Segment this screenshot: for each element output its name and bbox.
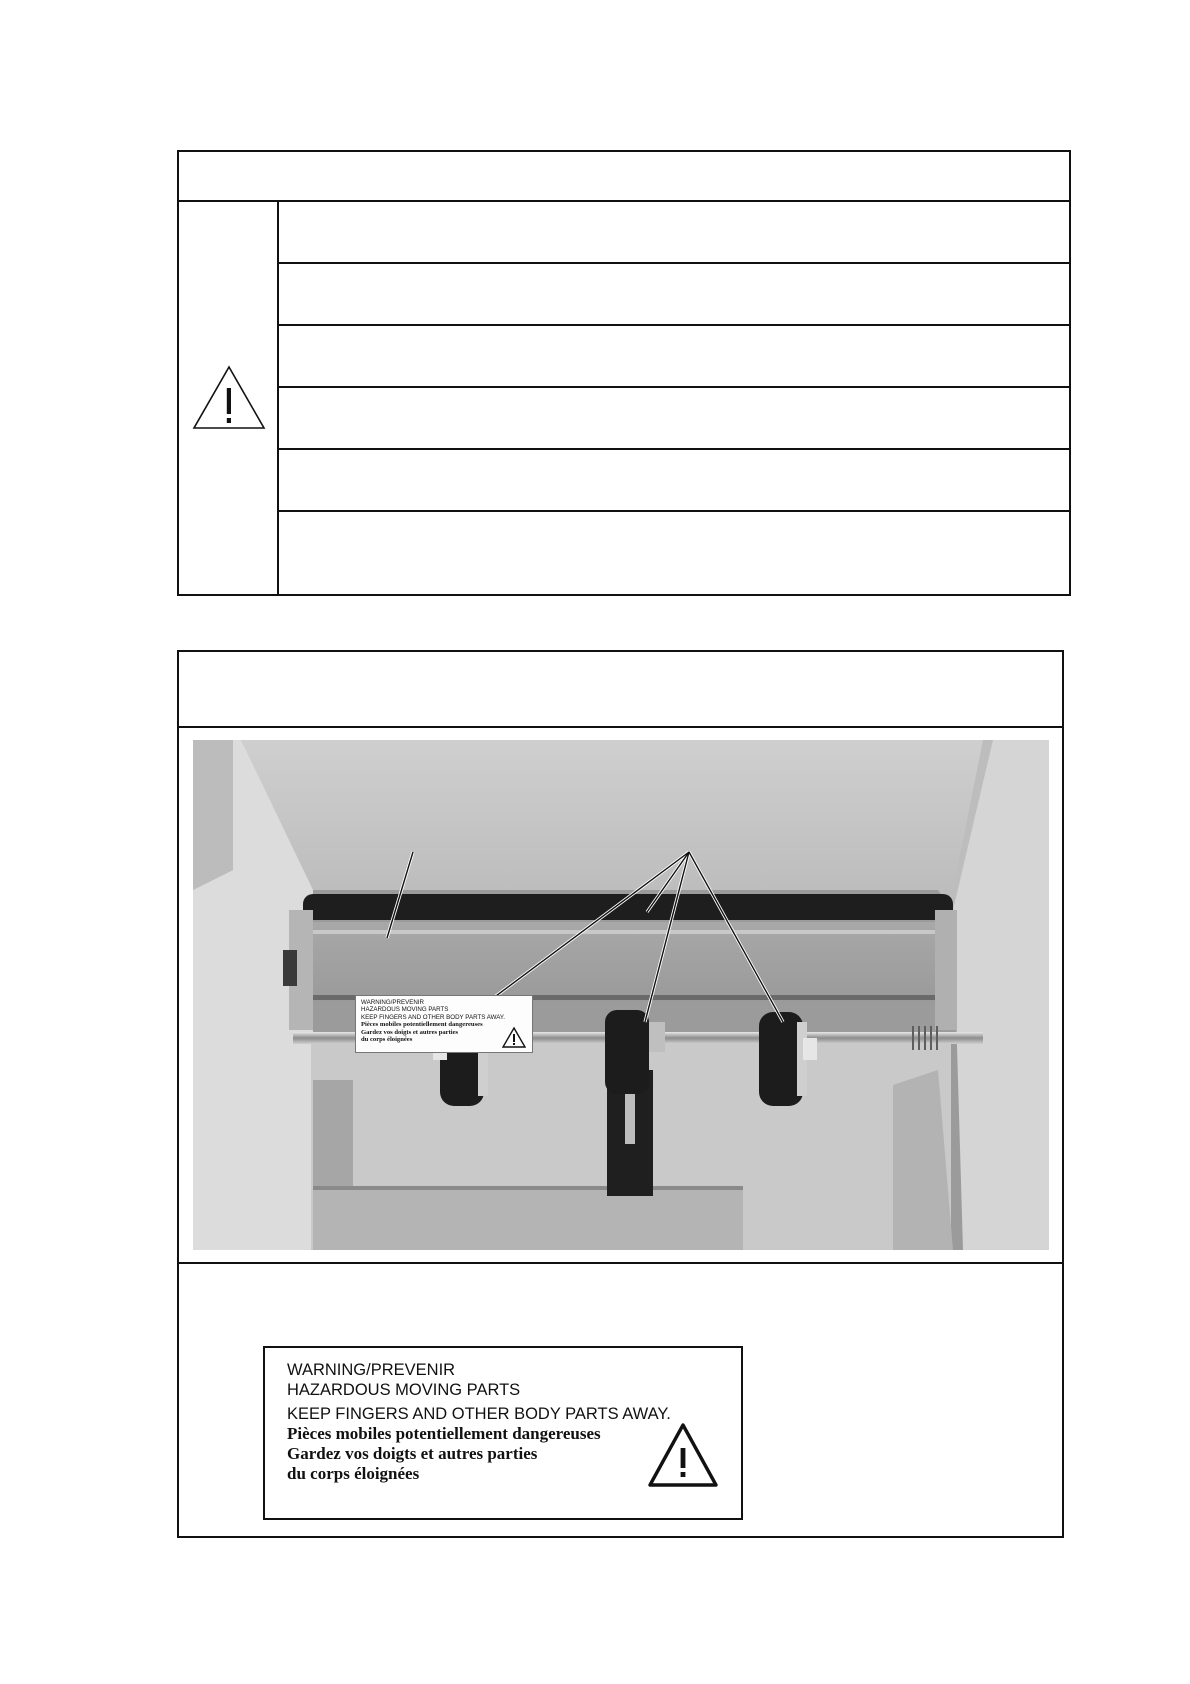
sticker-line: HAZARDOUS MOVING PARTS [361,1006,449,1014]
warning-triangle-icon [191,364,267,432]
label-line-warning: WARNING/PREVENIR [287,1361,456,1379]
warning-row [279,264,1069,326]
warning-table-header [179,152,1069,202]
warning-row [279,450,1069,512]
photo-cell [179,728,1062,1264]
caution-label [263,1346,743,1520]
warning-icon-cell [179,202,279,594]
sticker-line: du corps éloignées [361,1036,413,1044]
warning-rows [279,202,1069,594]
sticker-line: Gardez vos doigts et autres parties [361,1028,459,1036]
warning-row [279,326,1069,388]
warning-triangle-icon [502,1027,526,1048]
caution-panel [177,650,1064,1538]
warning-triangle-icon [647,1422,719,1488]
warning-row [279,512,1069,596]
warning-row [279,202,1069,264]
printer-roller-photo [193,740,1049,1250]
label-line-keep-away: KEEP FINGERS AND OTHER BODY PARTS AWAY. [287,1405,671,1423]
warning-row [279,388,1069,450]
sticker-line: KEEP FINGERS AND OTHER BODY PARTS AWAY. [361,1013,505,1021]
caution-panel-header [179,652,1062,728]
sticker-line: WARNING/PREVENIR [361,999,425,1006]
label-line-fr-2: Gardez vos doigts et autres parties [287,1444,538,1463]
label-line-fr-1: Pièces mobiles potentiellement dangereuses [287,1424,601,1443]
label-line-fr-3: du corps éloignées [287,1464,420,1483]
label-line-hazard: HAZARDOUS MOVING PARTS [287,1381,521,1399]
sticker-line: Pièces mobiles potentiellement dangereuses [361,1021,483,1029]
warning-table [177,150,1071,596]
photo-warning-sticker [355,995,533,1053]
